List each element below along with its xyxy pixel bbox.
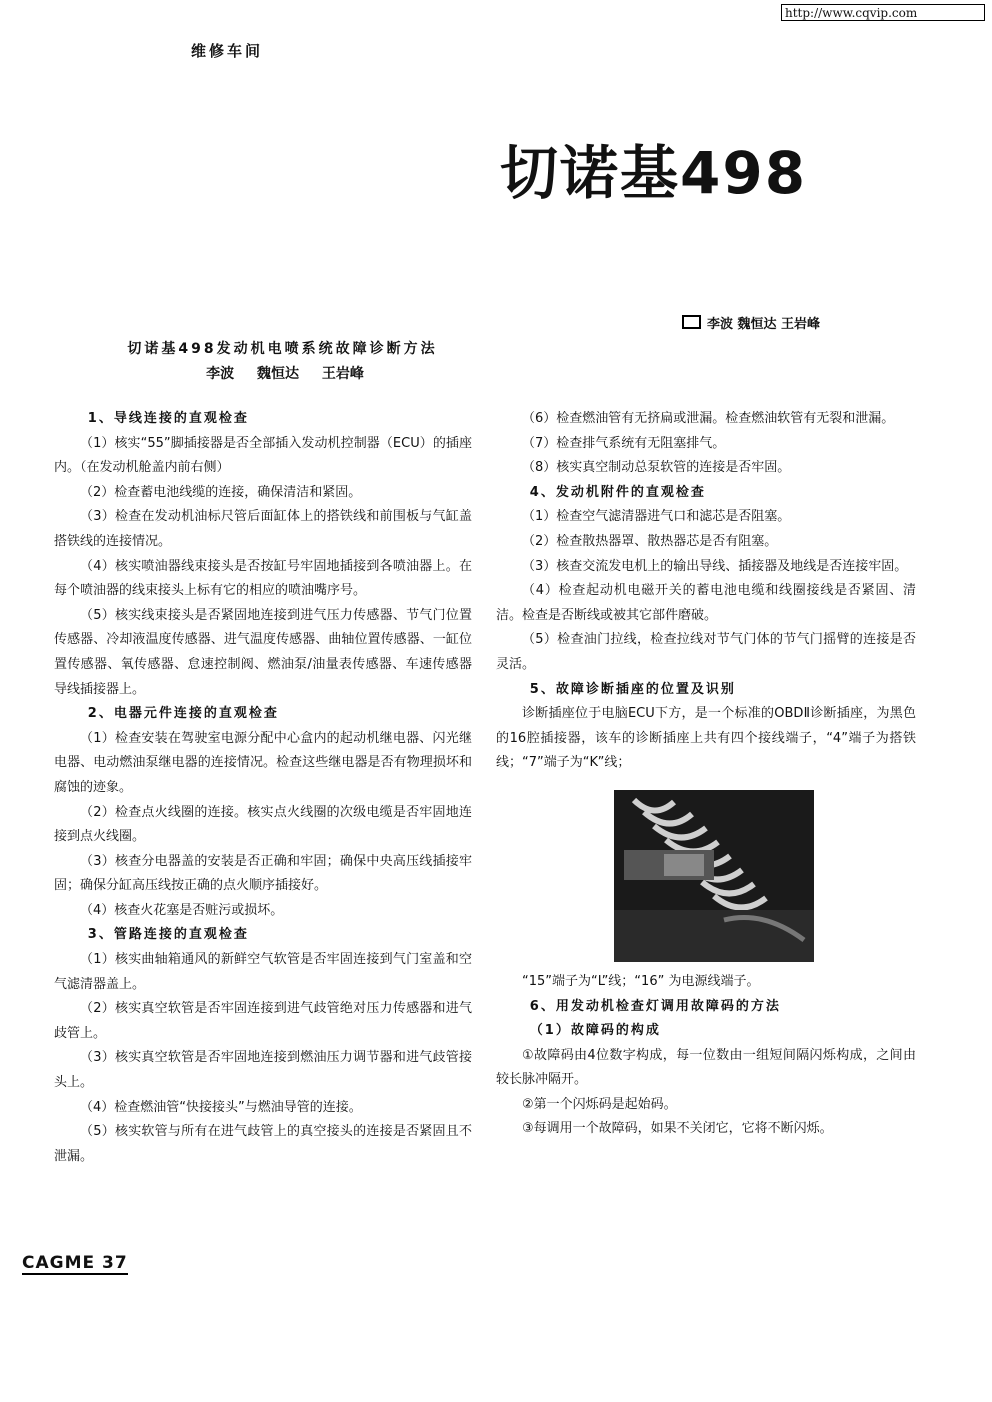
page-title: 切诺基498 — [500, 139, 808, 207]
paragraph: ①故障码由4位数字构成，每一位数由一组短间隔闪烁构成，之间由较长脉冲隔开。 — [496, 1047, 916, 1088]
paragraph: ②第一个闪烁码是起始码。 — [522, 1096, 677, 1112]
byline-text: 李波 魏恒达 王岩峰 — [707, 317, 821, 332]
paragraph: “15”端子为“L”线；“16” 为电源线端子。 — [522, 973, 760, 989]
paragraph: （7）检查排气系统有无阻塞排气。 — [522, 435, 726, 451]
paragraph: （2）核实真空软管是否牢固连接到进气歧管绝对压力传感器和进气歧管上。 — [54, 1001, 472, 1041]
section-heading: 5、故障诊断插座的位置及识别 — [529, 681, 736, 697]
section-heading: 1、导线连接的直观检查 — [87, 411, 249, 426]
paragraph: （5）核实软管与所有在进气歧管上的真空接头的连接是否紧固且不泄漏。 — [54, 1124, 472, 1164]
source-url[interactable]: http://www.cqvip.com — [781, 4, 985, 21]
paragraph: ③每调用一个故障码，如果不关闭它，它将不断闪烁。 — [522, 1121, 833, 1137]
paragraph: （5）核实线束接头是否紧固地连接到进气压力传感器、节气门位置传感器、冷却液温度传感器、进气温度传感器、曲轴位置传感器、一缸位置传感器、氧传感器、怠速控制阀、燃油泵/油量表传感器、车速传感器导线插接器上。 — [54, 607, 472, 697]
paragraph: （4）检查燃油管“快接接头”与燃油导管的连接。 — [80, 1099, 362, 1115]
left-column — [54, 407, 472, 1169]
paragraph: （5）检查油门拉线，检查拉线对节气门体的节气门摇臂的连接是否灵活。 — [496, 632, 916, 672]
paragraph: （3）核查交流发电机上的输出导线、插接器及地线是否连接牢固。 — [522, 558, 908, 574]
byline — [682, 313, 820, 332]
paragraph: （2）检查蓄电池线缆的连接，确保清洁和紧固。 — [80, 484, 362, 500]
section-heading: 6、用发动机检查灯调用故障码的方法 — [529, 998, 781, 1014]
page-footer: CAGME 37 — [22, 1253, 128, 1273]
paragraph: （1）核实曲轴箱通风的新鲜空气软管是否牢固连接到气门室盖和空气滤清器盖上。 — [54, 952, 472, 992]
paragraph: （3）核实真空软管是否牢固地连接到燃油压力调节器和进气歧管接头上。 — [54, 1050, 472, 1091]
paragraph: （1）核实“55”脚插接器是否全部插入发动机控制器（ECU）的插座内。（在发动机舱盖内前右侧） — [54, 435, 472, 476]
section-heading: （1）故障码的构成 — [529, 1023, 661, 1039]
engine-photo — [614, 790, 814, 962]
article-title: 切诺基498发动机电喷系统故障诊断方法 — [127, 341, 438, 357]
paragraph: （4）核实喷油器线束接头是否按缸号牢固地插接到各喷油器上。在每个喷油器的线束接头上标有它的相应的喷油嘴序号。 — [54, 558, 472, 599]
paragraph: （8）核实真空制动总泵软管的连接是否牢固。 — [522, 460, 791, 476]
paragraph: （4）核查火花塞是否赃污或损坏。 — [80, 902, 284, 918]
paragraph: （3）检查在发动机油标尺管后面缸体上的搭铁线和前围板与气缸盖搭铁线的连接情况。 — [54, 509, 472, 549]
paragraph: （1）检查安装在驾驶室电源分配中心盒内的起动机继电器、闪光继电器、电动燃油泵继电器的连接情况。检查这些继电器是否有物理损坏和腐蚀的迹象。 — [54, 730, 472, 795]
paragraph: （3）核查分电器盖的安装是否正确和牢固；确保中央高压线插接牢固；确保分缸高压线按正确的点火顺序插接好。 — [54, 853, 472, 894]
right-column — [496, 407, 916, 1142]
section-heading: 3、管路连接的直观检查 — [87, 927, 249, 943]
square-icon — [682, 315, 701, 329]
paragraph: （1）检查空气滤清器进气口和滤芯是否阻塞。 — [522, 509, 791, 525]
paragraph: （2）检查散热器罩、散热器芯是否有阻塞。 — [522, 533, 778, 549]
section-label: 维修车间 — [191, 42, 264, 60]
paragraph: （2）检查点火线圈的连接。核实点火线圈的次级电缆是否牢固地连接到点火线圈。 — [54, 804, 472, 845]
paragraph: （4）检查起动机电磁开关的蓄电池电缆和线圈接线是否紧固、清洁。检查是否断线或被其它部件磨破。 — [496, 583, 916, 623]
section-heading: 2、电器元件连接的直观检查 — [87, 706, 279, 722]
paragraph: （6）检查燃油管有无挤扁或泄漏。检查燃油软管有无裂和泄漏。 — [522, 411, 895, 426]
section-heading: 4、发动机附件的直观检查 — [529, 484, 706, 500]
article-authors: 李波 魏恒达 王岩峰 — [206, 366, 364, 382]
paragraph: 诊断插座位于电脑ECU下方，是一个标准的OBDⅡ诊断插座，为黑色的16腔插接器，该车的诊断插座上共有四个接线端子，“4”端子为搭铁线；“7”端子为“K”线； — [496, 706, 916, 771]
